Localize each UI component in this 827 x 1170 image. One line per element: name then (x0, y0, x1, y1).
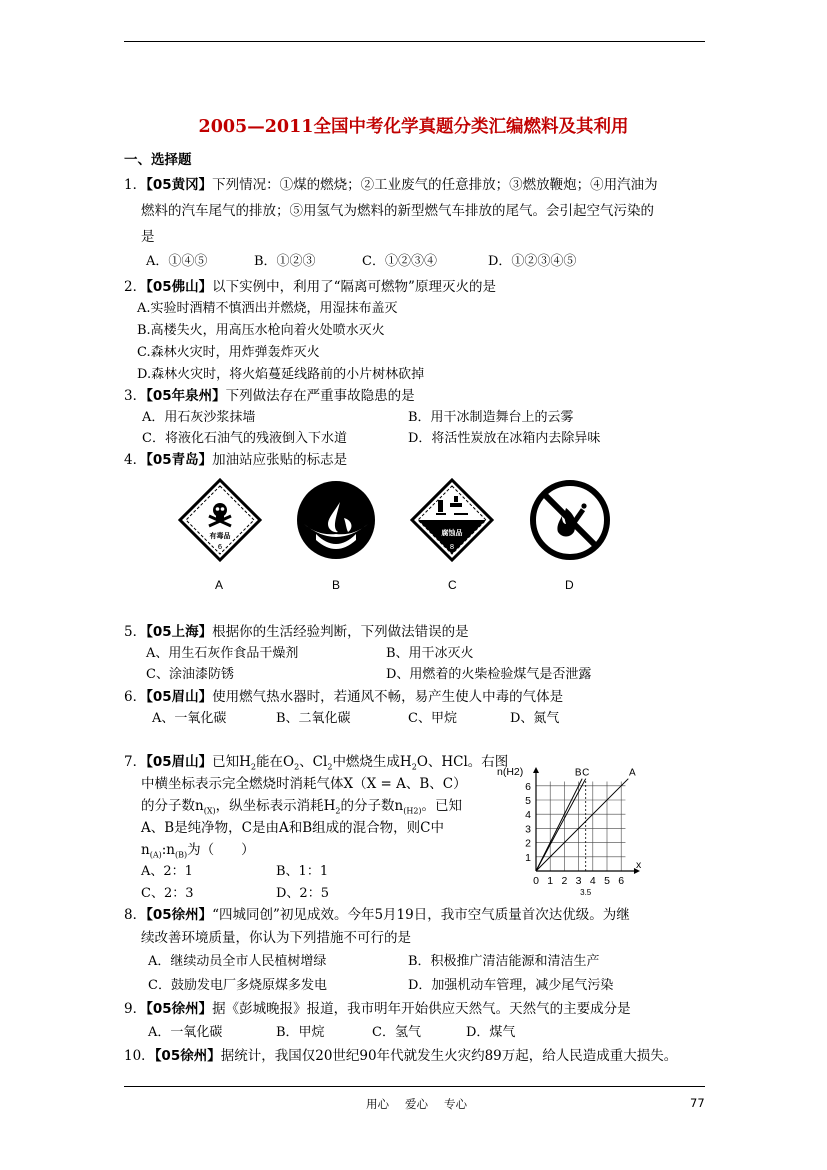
question-text: 下列做法存在严重事故隐患的是 (225, 388, 415, 404)
subscript: 2 (250, 762, 257, 772)
text: 的分子数n (141, 798, 204, 814)
question-7-line-2: 中横坐标表示完全燃烧时消耗气体X（X = A、B、C） (141, 776, 467, 792)
sign-label-d: D (565, 578, 574, 592)
y-tick-label: 1 (525, 851, 531, 864)
question-text: 下列情况：①煤的燃烧；②工业废气的任意排放；③燃放鞭炮；④用汽油为 (212, 177, 658, 193)
option-c: C.森林火灾时，用炸弹轰炸灭火 (137, 345, 320, 360)
toxic-sign-number: 6 (217, 543, 223, 551)
y-axis-title: n(H2) (497, 766, 524, 779)
question-1-line-2: 燃料的汽车尾气的排放；⑤用氢气为燃料的新型燃气车排放的尾气。会引起空气污染的 (141, 203, 654, 219)
option-a: A.实验时酒精不慎洒出并燃烧，用湿抹布盖灭 (137, 301, 398, 316)
source-tag: 【05眉山】 (146, 689, 213, 705)
question-number: 9． (124, 1001, 147, 1017)
x-tick-label: 1 (547, 875, 554, 887)
question-6-stem (124, 685, 563, 705)
subscript: 2 (411, 762, 417, 772)
text: 。已知 (421, 798, 463, 814)
question-1-line-1 (124, 173, 658, 193)
source-tag: 【05年泉州】 (146, 388, 226, 404)
footer-text-3: 专心 (444, 1097, 467, 1111)
y-tick-label: 5 (525, 795, 531, 807)
question-text: 加油站应张贴的标志是 (212, 452, 348, 468)
question-7-line-3 (141, 794, 462, 816)
annotation-label: 3.5 (580, 888, 592, 897)
series-label-b: B (574, 767, 582, 779)
question-number: 5． (124, 624, 147, 640)
subscript: (B) (174, 850, 188, 860)
question-5-stem (124, 620, 469, 640)
question-text: 使用燃气热水器时，若通风不畅，易产生使人中毒的气体是 (212, 689, 564, 705)
option-b: B、二氧化碳 (276, 711, 351, 726)
question-number: 4． (124, 452, 147, 468)
no-fire-sign-icon (528, 478, 612, 562)
x-tick-label: 4 (589, 875, 596, 887)
option-b: B．积极推广清洁能源和清洁生产 (408, 954, 600, 969)
series-line-a (536, 779, 628, 871)
option-d: D．加强机动车管理，减少尾气污染 (408, 978, 614, 993)
subscript: (A) (149, 850, 162, 860)
question-number: 3． (124, 388, 147, 404)
sign-label-c: C (448, 578, 457, 592)
question-number: 7． (124, 754, 147, 770)
text: 能在O (256, 754, 295, 770)
question-text: “四城同创”初见成效。今年5月19日，我市空气质量首次达优级。为继 (212, 907, 630, 923)
option-b: B、用干冰灭火 (386, 646, 474, 661)
series-label-c: C (582, 767, 590, 779)
option-b: B.高楼失火，用高压水枪向着火处喷水灭火 (137, 323, 385, 338)
sign-label-b: B (332, 578, 341, 592)
question-number: 6． (124, 689, 147, 705)
option-d: D．煤气 (466, 1025, 516, 1040)
source-tag: 【05上海】 (146, 624, 213, 640)
source-tag: 【05徐州】 (146, 1001, 213, 1017)
series-label-a: A (628, 767, 636, 779)
chart-series (536, 779, 628, 871)
source-tag: 【05黄冈】 (146, 177, 213, 193)
option-c: C、涂油漆防锈 (146, 667, 234, 682)
question-7-line-4: A、B是纯净物，C是由A和B组成的混合物，则C中 (141, 820, 444, 836)
option-a: A、2：1 (141, 864, 193, 879)
option-d: D、2：5 (276, 886, 329, 901)
subscript: 2 (294, 762, 300, 772)
footer-text-1: 用心 (366, 1097, 389, 1111)
x-tick-label: 6 (618, 875, 625, 887)
page-number: 77 (690, 1096, 705, 1110)
text: 为（ ） (187, 842, 255, 858)
option-b: B．用干冰制造舞台上的云雾 (408, 410, 574, 425)
source-tag: 【05青岛】 (146, 452, 213, 468)
toxic-sign-text: 有毒品 (209, 532, 231, 540)
water-saving-sign-icon (294, 478, 378, 562)
source-tag: 【05徐州】 (146, 907, 213, 923)
sign-label-a: A (215, 578, 224, 592)
option-a: A．用石灰沙浆抹墙 (142, 410, 256, 425)
document-title: 2005—2011全国中考化学真题分类汇编燃料及其利用 (198, 117, 629, 137)
question-10-stem (124, 1044, 677, 1064)
gas-consumption-chart (494, 763, 644, 898)
text: n (141, 842, 150, 858)
option-a: A．①④⑤ (146, 254, 208, 269)
text: :n (161, 842, 175, 858)
corrosive-sign-number: 8 (449, 543, 455, 551)
question-8-line-1 (124, 903, 630, 923)
section-heading: 一、选择题 (124, 152, 192, 168)
option-d: D．将活性炭放在冰箱内去除异味 (408, 431, 601, 446)
option-c: C．①②③④ (362, 254, 437, 269)
question-text: 据《彭城晚报》报道，我市明年开始供应天然气。天然气的主要成分是 (212, 1001, 631, 1017)
option-a: A、用生石灰作食品干燥剂 (146, 646, 299, 661)
question-text: 以下实例中，利用了“隔离可燃物”原理灭火的是 (212, 279, 496, 295)
corrosive-sign-icon (410, 478, 494, 562)
option-a: A、一氧化碳 (152, 711, 227, 726)
question-text: 根据你的生活经验判断，下列做法错误的是 (212, 624, 469, 640)
x-tick-label: 5 (604, 875, 610, 887)
footer-rule (124, 1086, 705, 1087)
subscript: 2 (335, 806, 341, 816)
option-a: A．继续动员全市人民植树增绿 (148, 954, 327, 969)
option-c: C．氢气 (372, 1025, 421, 1040)
question-3-stem (124, 384, 415, 404)
option-c: C、甲烷 (408, 711, 457, 726)
question-1-line-3: 是 (141, 229, 155, 245)
question-number: 8． (124, 907, 147, 923)
header-rule (124, 41, 705, 42)
x-tick-label: 0 (533, 875, 539, 887)
y-axis-arrow (533, 767, 539, 773)
subscript: (X) (203, 806, 216, 816)
footer-text-2: 爱心 (405, 1097, 428, 1111)
source-tag: 【05徐州】 (154, 1048, 221, 1064)
question-9-stem (124, 997, 631, 1017)
option-c: C、2：3 (141, 886, 194, 901)
y-tick-label: 6 (525, 780, 531, 793)
text: 中燃烧生成H (332, 754, 412, 770)
option-b: B、1：1 (276, 864, 329, 879)
option-d: D、氮气 (510, 711, 560, 726)
question-7-line-5 (141, 838, 255, 860)
question-text: 据统计，我国仅20世纪90年代就发生火灾约89万起，给人民造成重大损失。 (220, 1048, 678, 1064)
question-number: 1． (124, 177, 147, 193)
text: O、HCl。右图 (416, 754, 509, 770)
question-7-line-1 (124, 750, 508, 772)
x-tick-label: 3 (575, 875, 582, 887)
y-tick-label: 3 (525, 823, 531, 836)
option-b: B．甲烷 (276, 1025, 325, 1040)
question-2-stem (124, 275, 496, 295)
toxic-sign-icon (178, 478, 262, 562)
series-line-c (536, 779, 586, 871)
y-tick-label: 2 (525, 837, 531, 850)
question-number: 10． (124, 1048, 155, 1064)
text: 的分子数n (340, 798, 404, 814)
text: ，纵坐标表示消耗H (215, 798, 336, 814)
source-tag: 【05佛山】 (146, 279, 213, 295)
option-d: D.森林火灾时，将火焰蔓延线路前的小片树林砍掉 (137, 367, 425, 382)
question-4-stem (124, 448, 347, 468)
source-tag: 【05眉山】 (146, 754, 213, 770)
x-axis-title: x (635, 859, 642, 871)
question-number: 2． (124, 279, 147, 295)
text: 已知H (212, 754, 251, 770)
text: 、Cl (299, 754, 328, 770)
subscript: 2 (327, 762, 333, 772)
option-d: D、用燃着的火柴检验煤气是否泄露 (386, 667, 592, 682)
corrosive-sign-text: 腐蚀品 (441, 529, 463, 537)
question-8-line-2: 续改善环境质量，你认为下列措施不可行的是 (141, 930, 411, 946)
subscript: (H2) (403, 806, 422, 816)
y-tick-label: 4 (525, 809, 531, 822)
option-c: C．鼓励发电厂多烧原煤多发电 (148, 978, 327, 993)
option-c: C．将液化石油气的残液倒入下水道 (142, 431, 347, 446)
option-b: B．①②③ (254, 254, 316, 269)
option-a: A．一氧化碳 (148, 1025, 223, 1040)
x-tick-label: 2 (561, 875, 568, 887)
option-d: D．①②③④⑤ (488, 254, 577, 269)
